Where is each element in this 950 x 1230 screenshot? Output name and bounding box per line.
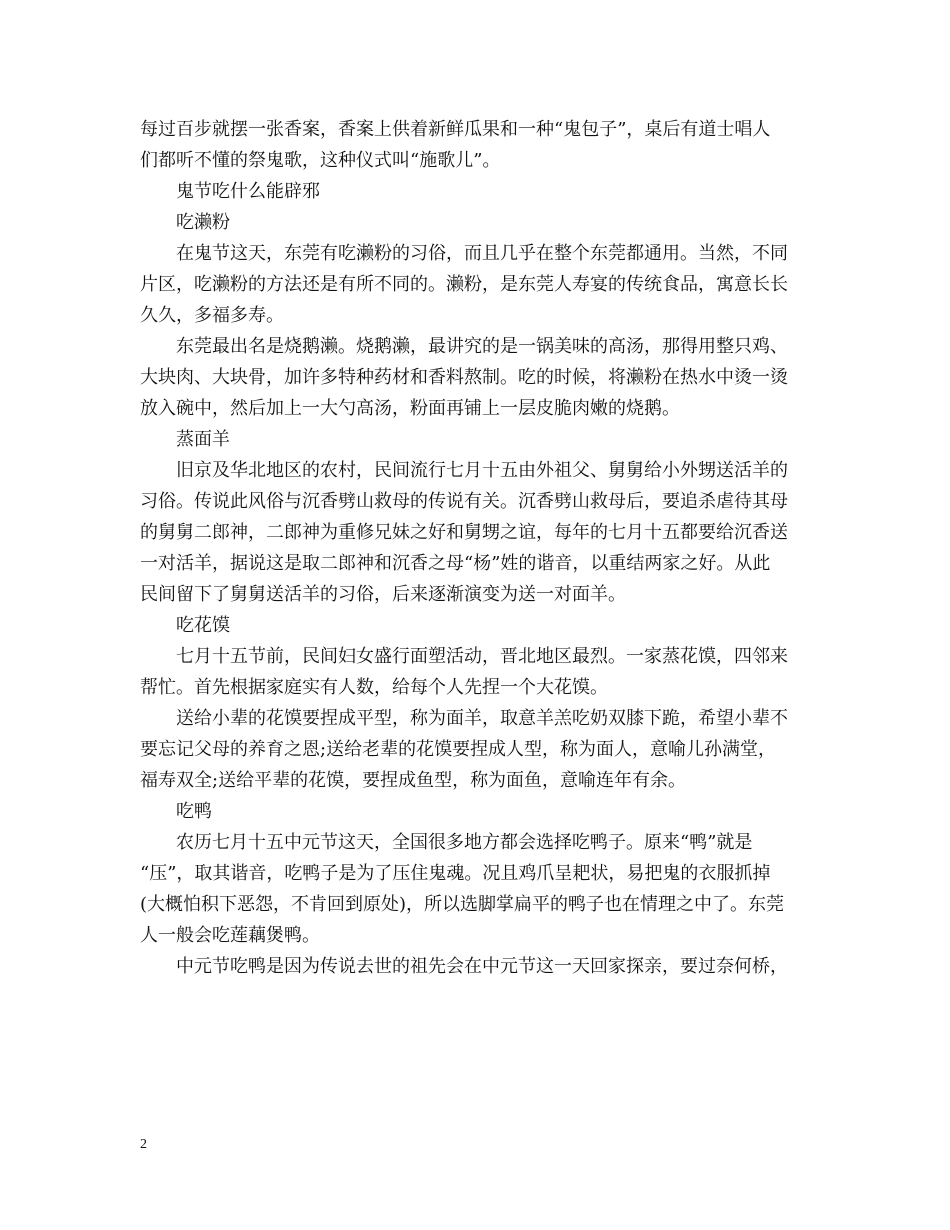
body-line: 人一般会吃莲藕煲鸭。 [140, 925, 320, 946]
body-line: 们都听不懂的祭鬼歌，这种仪式叫“施歌儿”。 [140, 150, 501, 171]
paragraph-start: 送给小辈的花馍要捏成平型，称为面羊，取意羊羔吃奶双膝下跪，希望小辈不 [176, 708, 788, 729]
subsection-heading: 吃濑粉 [176, 212, 230, 233]
paragraph-start: 东莞最出名是烧鹅濑。烧鹅濑，最讲究的是一锅美味的高汤，那得用整只鸡、 [176, 336, 788, 357]
paragraph-start: 旧京及华北地区的农村，民间流行七月十五由外祖父、舅舅给小外甥送活羊的 [176, 460, 788, 481]
paragraph-start: 在鬼节这天，东莞有吃濑粉的习俗，而且几乎在整个东莞都通用。当然，不同 [176, 243, 788, 264]
section-heading: 鬼节吃什么能辟邪 [176, 181, 320, 202]
subsection-heading: 吃花馍 [176, 615, 230, 636]
paragraph-start: 农历七月十五中元节这天，全国很多地方都会选择吃鸭子。原来“鸭”就是 [176, 832, 753, 853]
body-line: 放入碗中，然后加上一大勺高汤，粉面再铺上一层皮脆肉嫩的烧鹅。 [140, 398, 680, 419]
page-body [140, 114, 812, 982]
body-line: 帮忙。首先根据家庭实有人数，给每个人先捏一个大花馍。 [140, 677, 608, 698]
subsection-heading: 蒸面羊 [176, 429, 230, 450]
page-number: 2 [140, 1137, 147, 1152]
paragraph-start: 中元节吃鸭是因为传说去世的祖先会在中元节这一天回家探亲，要过奈何桥， [176, 956, 788, 977]
body-line: 一对活羊，据说这是取二郎神和沉香之母“杨”姓的谐音，以重结两家之好。从此 [140, 553, 771, 574]
body-line: 的舅舅二郎神，二郎神为重修兄妹之好和舅甥之谊，每年的七月十五都要给沉香送 [140, 522, 788, 543]
body-line: 大块肉、大块骨，加许多特种药材和香料熬制。吃的时候，将濑粉在热水中烫一烫 [140, 367, 788, 388]
body-line: (大概怕积下恶怨，不肯回到原处)，所以选脚掌扁平的鸭子也在情理之中了。东莞 [140, 894, 785, 915]
body-line: 民间留下了舅舅送活羊的习俗，后来逐渐演变为送一对面羊。 [140, 584, 626, 605]
body-line: 片区，吃濑粉的方法还是有所不同的。濑粉，是东莞人寿宴的传统食品，寓意长长 [140, 274, 788, 295]
paragraph-start: 七月十五节前，民间妇女盛行面塑活动，晋北地区最烈。一家蒸花馍，四邻来 [176, 646, 788, 667]
subsection-heading: 吃鸭 [176, 801, 212, 822]
body-line: 久久，多福多寿。 [140, 305, 284, 326]
body-line: 福寿双全;送给平辈的花馍，要捏成鱼型，称为面鱼，意喻连年有余。 [140, 770, 687, 791]
body-line: “压”，取其谐音，吃鸭子是为了压住鬼魂。况且鸡爪呈耙状，易把鬼的衣服抓掉 [140, 863, 771, 884]
body-line: 每过百步就摆一张香案，香案上供着新鲜瓜果和一种“鬼包子”，桌后有道士唱人 [140, 119, 771, 140]
body-line: 习俗。传说此风俗与沉香劈山救母的传说有关。沉香劈山救母后，要追杀虐待其母 [140, 491, 788, 512]
body-line: 要忘记父母的养育之恩;送给老辈的花馍要捏成人型，称为面人，意喻儿孙满堂， [140, 739, 777, 760]
